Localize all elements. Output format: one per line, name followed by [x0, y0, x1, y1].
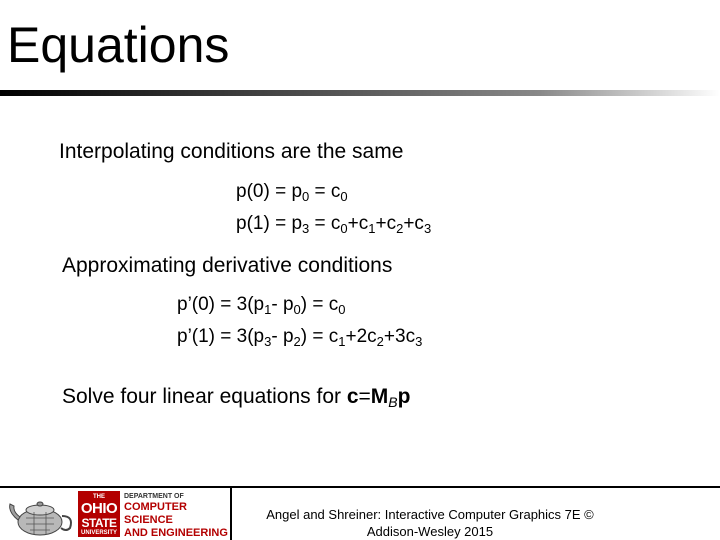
slide-title: Equations — [7, 17, 230, 73]
title-rule — [0, 90, 720, 96]
footer-citation: Angel and Shreiner: Interactive Computer Graphics 7E © Addison-Wesley 2015 — [266, 507, 594, 539]
interpolating-equation-1: $p(0) = p_0 = c_0$ — [236, 181, 348, 204]
approximating-heading: Approximating derivative conditions — [62, 254, 393, 277]
solve-statement: Solve four linear equations for c=MBp — [62, 385, 411, 410]
interpolating-equation-2: $p(1) = p_3 = c_0+c_1+c_2+c_3$ — [236, 213, 432, 236]
interpolating-heading: Interpolating conditions are the same — [59, 140, 404, 163]
teapot-logo-icon — [4, 490, 76, 538]
approximating-equation-2: p’(1) = $3(p_3-$ $p_2) = c_1+2c_2+3c_3$ — [177, 326, 423, 349]
footer-logo-divider — [230, 488, 232, 540]
osu-logo: THE OHIO STATE UNIVERSITY — [78, 491, 120, 537]
department-logo: DEPARTMENT OF COMPUTER SCIENCE AND ENGINEERING — [124, 493, 228, 539]
approximating-equation-1: p’(0) = $3(p_1-$ $p_0) = c_0$ — [177, 294, 346, 317]
